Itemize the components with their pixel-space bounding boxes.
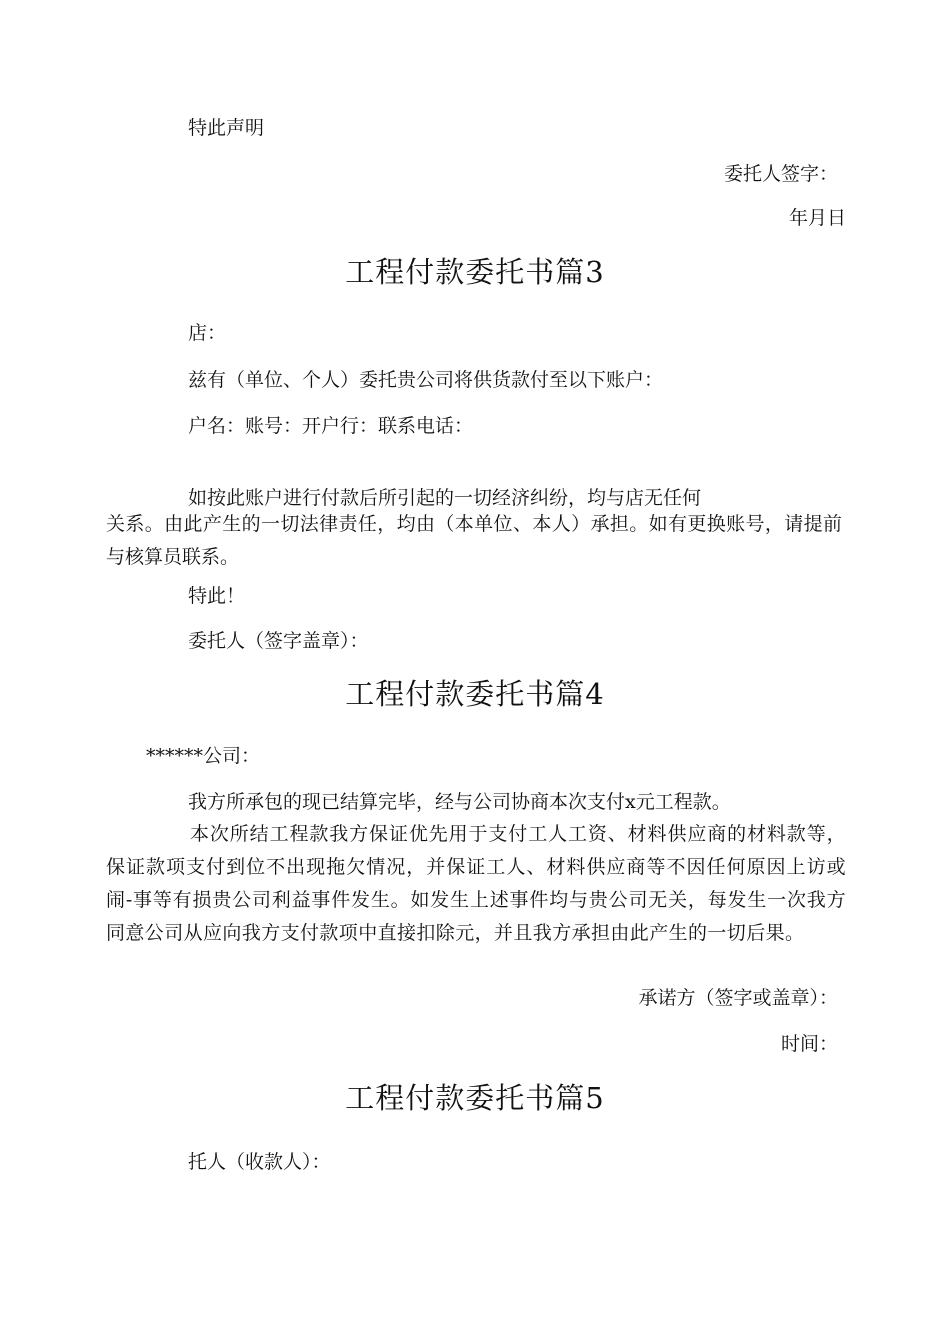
section4-promisor: 承诺方（签字或盖章）： — [638, 987, 838, 1009]
section3-addressee: 店： — [188, 322, 227, 344]
section3-paragraph-first-line: 如按此账户进行付款后所引起的一切经济纠纷，均与店无任何 — [188, 487, 702, 509]
section3-signer: 委托人（签字盖章）： — [188, 630, 369, 652]
section5-title: 工程付款委托书篇5 — [345, 1081, 605, 1115]
section4-title: 工程付款委托书篇4 — [345, 677, 605, 711]
section4-line1: 我方所承包的现已结算完毕，经与公司协商本次支付x元工程款。 — [188, 791, 731, 813]
section4-addressee: ******公司： — [146, 745, 261, 767]
signature-label: 委托人签字： — [723, 163, 838, 185]
section3-line1: 兹有（单位、个人）委托贵公司将供货款付至以下账户： — [188, 369, 664, 391]
section3-closing: 特此！ — [188, 585, 246, 607]
section4-paragraph: 本次所结工程款我方保证优先用于支付工人工资、材料供应商的材料款等，保证款项支付到位不出现拖欠情况，并保证工人、材料供应商等不因任何原因上访或闹-事等有损贵公司利益事件发生。如发生上述事件均与贵公司无关，每发生一次我方同意公司从应向我方支付款项中直接扣除元，并且我方承担由此产生的一切后果。 — [106, 823, 846, 944]
section4-time: 时间： — [780, 1033, 838, 1055]
date-label: 年月日 — [788, 207, 846, 229]
section5-client: 托人（收款人）： — [188, 1151, 331, 1173]
section3-paragraph-rest: 关系。由此产生的一切法律责任，均由（本单位、本人）承担。如有更换账号，请提前与核算员联系。 — [106, 513, 842, 568]
section3-title: 工程付款委托书篇3 — [345, 255, 605, 289]
declaration-text: 特此声明 — [188, 117, 265, 139]
section3-line2: 户名：账号：开户行：联系电话： — [188, 415, 474, 437]
